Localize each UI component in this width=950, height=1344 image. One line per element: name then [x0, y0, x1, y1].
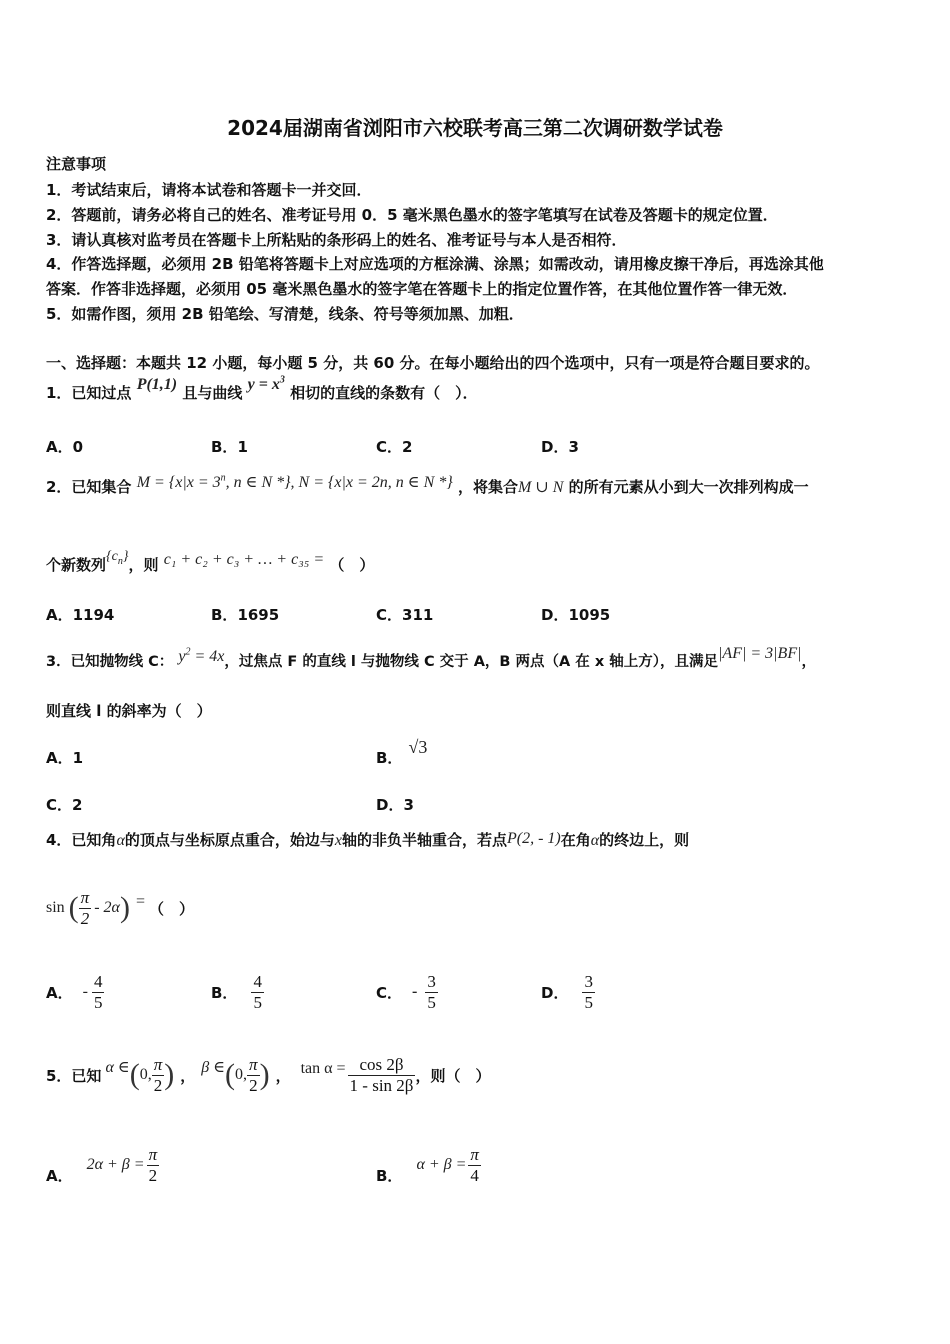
option-label: C． — [376, 606, 403, 624]
option-lhs: 2α + β = — [86, 1156, 145, 1174]
q2-seq — [106, 549, 129, 567]
notice-item: 1．考试结束后，请将本试卷和答题卡一并交回． — [46, 181, 372, 199]
paren-open: ( — [68, 891, 79, 925]
q4-middle3: 在角 — [560, 831, 591, 849]
frac-den: 4 — [470, 1165, 479, 1185]
q5-alpha-frac — [152, 1055, 165, 1095]
q3-eq-exp: 2 — [185, 646, 191, 658]
question-3-line2: 则直线 l 的斜率为（ ） — [46, 702, 212, 720]
paren-close: ) — [259, 1058, 270, 1092]
option-value: 311 — [402, 606, 434, 624]
q4-prefix: 4．已知角 — [46, 831, 117, 849]
question-5 — [46, 1055, 490, 1095]
q4-x: x — [334, 832, 342, 849]
q1-middle: 且与曲线 — [182, 384, 243, 402]
frac-den: 5 — [584, 992, 593, 1012]
frac-num: π — [80, 888, 90, 907]
q5-sep: ， — [180, 1066, 196, 1085]
q4-option-a[interactable] — [46, 972, 104, 1012]
q1-curve-exp: 3 — [279, 374, 285, 386]
q2-set-n: , N = {x|x = 2n, n ∈ N *} — [290, 474, 453, 491]
q5-interval-left: 0, — [139, 1066, 152, 1084]
q4-expr-eq: = — [135, 893, 145, 911]
question-1 — [46, 374, 478, 403]
option-label: B． — [211, 606, 238, 624]
option-label: B． — [211, 983, 238, 1002]
section-heading: 一、选择题：本题共 12 小题，每小题 5 分，共 60 分。在每小题给出的四个选项中，只有一项是符合题目要求的。 — [46, 354, 820, 372]
q2-line2-prefix: 个新数列 — [46, 556, 107, 574]
option-value: 1695 — [237, 606, 280, 624]
paren-close: ) — [164, 1058, 175, 1092]
option-label: A． — [46, 438, 73, 456]
q5-tan-frac — [348, 1055, 416, 1095]
question-3 — [46, 645, 816, 671]
q2-set-m-a: M = {x|x = 3 — [136, 474, 221, 491]
option-sign: - — [412, 983, 418, 1001]
frac-num: 4 — [253, 972, 262, 991]
option-label: C． — [46, 796, 73, 814]
frac-den: 5 — [93, 992, 103, 1012]
q4-alpha-2: α — [590, 832, 600, 849]
q4-middle2: 轴的非负半轴重合，若点 — [341, 831, 507, 849]
q1-point: P(1,1) — [136, 376, 178, 393]
q4-expr-suffix: （ ） — [148, 899, 194, 918]
q3-option-c[interactable] — [46, 794, 82, 815]
option-value: 1095 — [568, 606, 611, 624]
q3-option-d[interactable] — [376, 794, 414, 815]
q4-expr-rest: - 2α — [94, 899, 120, 917]
q2-option-a[interactable] — [46, 604, 114, 625]
question-4 — [46, 829, 689, 850]
option-frac — [468, 1145, 481, 1185]
option-frac — [147, 1145, 160, 1185]
frac-num: π — [470, 1145, 479, 1164]
paren-open: ( — [225, 1058, 236, 1092]
option-label: A． — [46, 749, 73, 767]
q2-set-m-b: , n ∈ N *} — [225, 474, 291, 491]
q1-option-b[interactable] — [211, 436, 248, 457]
q3-end: ， — [801, 654, 816, 670]
question-2-line2 — [46, 549, 375, 577]
q2-seq-open: {c — [106, 549, 118, 564]
q4-option-d[interactable] — [541, 972, 595, 1012]
q2-set-m — [137, 474, 291, 491]
frac-den: 2 — [148, 1165, 158, 1185]
q2-middle: ，将集合 — [457, 478, 518, 496]
option-value: 1 — [237, 438, 248, 456]
option-value: 3 — [568, 438, 579, 456]
option-frac — [582, 972, 595, 1012]
question-2 — [46, 472, 809, 497]
option-value: 2 — [402, 438, 413, 456]
q3-eq-lhs: y — [178, 648, 186, 665]
paren-open: ( — [129, 1058, 140, 1092]
q3-middle: ，过焦点 F 的直线 l 与抛物线 C 交于 A，B 两点（A 在 x 轴上方），且满足 — [224, 654, 719, 670]
option-label: B． — [211, 438, 238, 456]
q2-suffix: 的所有元素从小到大一次排列构成一 — [568, 478, 809, 496]
frac-num: 3 — [584, 972, 593, 991]
q1-option-d[interactable] — [541, 436, 579, 457]
q4-expression — [46, 888, 194, 928]
q5-suffix: ，则（ ） — [415, 1066, 491, 1085]
q2-sum-expr: c₁ + c₂ + c₃ + … + c₃₅ = — [163, 551, 325, 568]
q2-line2-suffix: （ ） — [329, 556, 375, 574]
frac-den: 1 - sin 2β — [349, 1075, 414, 1095]
q5-interval-left-2: 0, — [235, 1066, 248, 1084]
frac-num: cos 2β — [359, 1055, 404, 1074]
q2-option-d[interactable] — [541, 604, 610, 625]
q5-option-b[interactable] — [376, 1145, 481, 1185]
option-sign: - — [82, 983, 88, 1001]
q1-curve-lhs: y = x — [247, 376, 280, 393]
q3-equation — [178, 648, 224, 665]
q4-expr-frac — [79, 888, 92, 928]
q1-prefix: 1．已知过点 — [46, 384, 132, 402]
q5-sep-2: ， — [275, 1066, 291, 1085]
notice-item: 2．答题前，请务必将自己的姓名、准考证号用 0．5 毫米黑色墨水的签字笔填写在试卷及答题卡的规定位置． — [46, 206, 778, 224]
q4-alpha: α — [116, 832, 125, 849]
frac-den: 2 — [80, 908, 90, 928]
q2-line2-mid: ，则 — [128, 556, 159, 574]
notice-item: 5．如需作图，须用 2B 铅笔绘、写清楚，线条、符号等须加黑、加粗． — [46, 305, 524, 323]
q2-set-m-exp: n — [220, 472, 226, 484]
option-value: 2 — [72, 796, 83, 814]
q4-suffix: 的终边上，则 — [599, 831, 690, 849]
q5-option-a[interactable] — [46, 1145, 159, 1185]
q4-point: P(2, - 1) — [506, 830, 561, 847]
page-title: 2024届湖南省浏阳市六校联考高三第二次调研数学试卷 — [227, 116, 723, 140]
frac-den: 2 — [153, 1075, 163, 1095]
option-label: A． — [46, 983, 73, 1002]
option-value: 0 — [72, 438, 84, 456]
q4-option-c[interactable] — [376, 972, 438, 1012]
frac-den: 5 — [253, 992, 262, 1012]
option-frac — [251, 972, 264, 1012]
option-frac — [425, 972, 438, 1012]
q1-suffix: 相切的直线的条数有（ ）． — [290, 384, 478, 402]
q5-tan-lhs: tan α = — [300, 1060, 346, 1078]
option-value: √3 — [408, 737, 428, 757]
q1-option-a[interactable] — [46, 436, 83, 457]
notice-item: 4．作答选择题，必须用 2B 铅笔将答题卡上对应选项的方框涂满、涂黑；如需改动，请用橡皮擦干净后，再选涂其他 — [46, 255, 824, 273]
option-label: B． — [376, 1166, 403, 1185]
q2-seq-sub: n — [117, 555, 123, 567]
option-value: 3 — [403, 796, 414, 814]
paren-close: ) — [119, 891, 130, 925]
q3-eq-rhs: = 4x — [190, 648, 225, 665]
option-label: D． — [541, 606, 569, 624]
frac-num: π — [249, 1055, 258, 1074]
q2-union: M ∪ N — [517, 479, 564, 496]
q3-condition: |AF| = 3|BF| — [718, 645, 802, 662]
q4-expr-fn: sin — [46, 899, 65, 917]
notice-item: 3．请认真核对监考员在答题卡上所粘贴的条形码上的姓名、准考证号与本人是否相符． — [46, 231, 627, 249]
notice-item: 答案．作答非选择题，必须用 05 毫米黑色墨水的签字笔在答题卡上的指定位置作答，在其他位置作答一律无效． — [46, 280, 798, 298]
q2-option-c[interactable] — [376, 604, 433, 625]
q2-option-b[interactable] — [211, 604, 279, 625]
option-label: C． — [376, 438, 403, 456]
frac-den: 2 — [249, 1075, 258, 1095]
option-frac — [92, 972, 105, 1012]
q3-option-b[interactable] — [376, 737, 428, 768]
option-label: A． — [46, 606, 73, 624]
q3-prefix: 3．已知抛物线 C： — [46, 654, 174, 670]
q4-middle1: 的顶点与坐标原点重合，始边与 — [124, 831, 335, 849]
frac-den: 5 — [427, 992, 436, 1012]
q4-option-b[interactable] — [211, 972, 264, 1012]
q1-curve — [248, 376, 285, 393]
frac-num: 3 — [427, 972, 436, 991]
option-label: D． — [376, 796, 404, 814]
q5-beta-in: β ∈ — [201, 1059, 226, 1077]
option-label: B． — [376, 749, 403, 767]
frac-num: π — [148, 1145, 158, 1164]
option-lhs: α + β = — [416, 1156, 467, 1174]
option-label: C． — [376, 983, 403, 1002]
option-value: 1194 — [72, 606, 115, 624]
notice-heading: 注意事项 — [46, 155, 107, 173]
option-label: D． — [541, 983, 569, 1002]
option-label: A． — [46, 1166, 73, 1185]
q2-seq-close: } — [122, 549, 129, 564]
q5-beta-frac — [247, 1055, 260, 1095]
q5-alpha-in: α ∈ — [105, 1059, 130, 1077]
q1-option-c[interactable] — [376, 436, 412, 457]
q3-option-a[interactable] — [46, 747, 83, 768]
q5-prefix: 5．已知 — [46, 1066, 102, 1085]
frac-num: π — [153, 1055, 163, 1074]
option-label: D． — [541, 438, 569, 456]
frac-num: 4 — [93, 972, 103, 991]
option-value: 1 — [72, 749, 84, 767]
q2-prefix: 2．已知集合 — [46, 478, 132, 496]
